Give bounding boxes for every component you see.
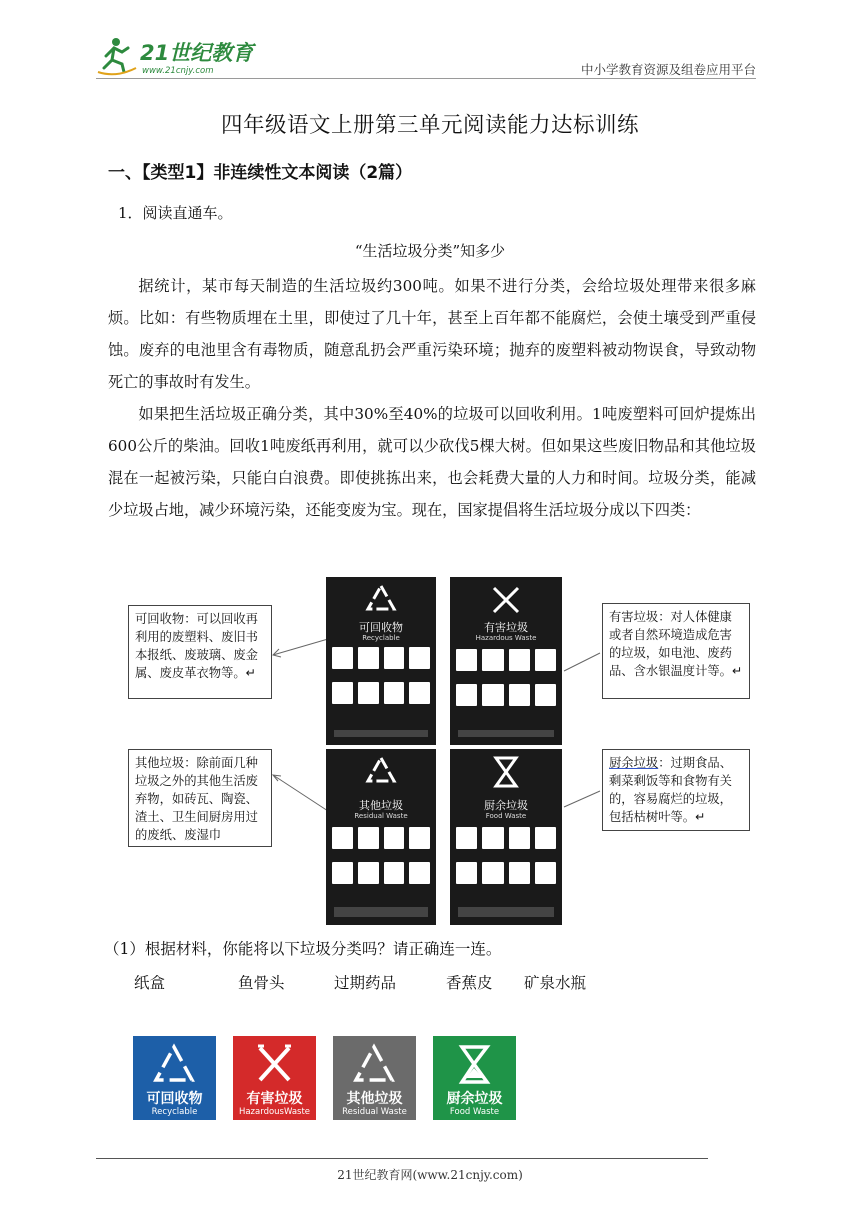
garbage-classification-figure bbox=[128, 575, 750, 925]
bin-label-en: HazardousWaste bbox=[238, 1107, 311, 1117]
bin-label: 有害垃圾 bbox=[246, 1091, 303, 1107]
sign-subtitle: Hazardous Waste bbox=[475, 634, 537, 642]
match-item: 鱼骨头 bbox=[238, 974, 285, 992]
recycle-icon bbox=[152, 1042, 197, 1088]
bin-label-en: Food Waste bbox=[449, 1107, 500, 1117]
hazard-x-icon bbox=[490, 585, 522, 615]
bin-residual bbox=[333, 1036, 416, 1120]
hourglass-icon bbox=[452, 1042, 497, 1088]
recycle-icon bbox=[364, 583, 398, 615]
sign-food bbox=[450, 749, 562, 925]
site-logo bbox=[96, 34, 266, 78]
note-hazardous: 有害垃圾：对人体健康或者自然环境造成危害的垃圾，如电池、废药品、含水银温度计等。↵ bbox=[602, 603, 750, 699]
bin-food bbox=[433, 1036, 516, 1120]
note-food bbox=[602, 749, 750, 831]
question-1-text: （1）根据材料，你能将以下垃圾分类吗？请正确连一连。 bbox=[104, 940, 502, 958]
sign-recyclable bbox=[326, 577, 436, 745]
bin-recyclable bbox=[133, 1036, 216, 1120]
bin-label: 其他垃圾 bbox=[346, 1091, 403, 1107]
sign-subtitle: Recyclable bbox=[362, 634, 400, 642]
passage-paragraph-1: 据统计，某市每天制造的生活垃圾约300吨。如果不进行分类，会给垃圾处理带来很多麻烦。比如：有些物质埋在土里，即使过了几十年，甚至上百年都不能腐烂，会使土壤受到严重侵蚀。废弃的电池里含有毒物质，随意乱扔会严重污染环境；抛弃的废塑料被动物误食，导致动物死亡的事故时有发生。 bbox=[108, 277, 756, 391]
bin-label-en: Residual Waste bbox=[342, 1107, 407, 1117]
passage-paragraph-2: 如果把生活垃圾正确分类，其中30%至40%的垃圾可以回收利用。1吨废塑料可回炉提炼出600公斤的柴油。回收1吨废纸再利用，就可以少砍伐5棵大树。但如果这些废旧物品和其他垃圾混在一起被污染，只能白白浪费。即使挑拣出来，也会耗费大量的人力和时间。垃圾分类，能减少垃圾占地，减少环境污染，还能变废为宝。现在，国家提倡将生活垃圾分成以下四类： bbox=[108, 405, 756, 519]
footer-text: 21世纪教育网(www.21cnjy.com) bbox=[337, 1168, 523, 1182]
note-recyclable: 可回收物：可以回收再利用的废塑料、废旧书本报纸、废玻璃、废金属、废皮革衣物等。↵ bbox=[128, 605, 272, 699]
sign-subtitle: Food Waste bbox=[485, 812, 527, 820]
note-food-text: ：过期食品、剩菜剩饭等和食物有关的，容易腐烂的垃圾，包括枯树叶等。↵ bbox=[609, 756, 732, 824]
note-food-term: 厨余垃圾 bbox=[609, 756, 659, 770]
bin-label: 厨余垃圾 bbox=[446, 1091, 503, 1107]
platform-name: 中小学教育资源及组卷应用平台 bbox=[580, 62, 756, 77]
match-item: 过期药品 bbox=[334, 974, 397, 992]
match-item: 矿泉水瓶 bbox=[524, 974, 587, 992]
footer-divider bbox=[96, 1158, 708, 1159]
logo-url: www.21cnjy.com bbox=[142, 66, 214, 76]
runner-icon bbox=[98, 38, 136, 74]
bin-label-en: Recyclable bbox=[151, 1107, 198, 1117]
hazard-x-icon bbox=[252, 1042, 297, 1088]
bin-label: 可回收物 bbox=[146, 1091, 203, 1107]
sign-title: 其他垃圾 bbox=[359, 799, 403, 812]
question-number: 1．阅读直通车。 bbox=[118, 204, 233, 222]
passage-title: “生活垃圾分类”知多少 bbox=[354, 242, 506, 260]
document-title: 四年级语文上册第三单元阅读能力达标训练 bbox=[220, 113, 639, 138]
sign-subtitle: Residual Waste bbox=[354, 812, 408, 820]
sign-residual bbox=[326, 749, 436, 925]
bin-hazardous bbox=[233, 1036, 316, 1120]
hourglass-icon bbox=[492, 755, 520, 789]
note-residual: 其他垃圾：除前面几种垃圾之外的其他生活废弃物，如砖瓦、陶瓷、渣土、卫生间厨房用过的废纸、废湿巾 bbox=[128, 749, 272, 847]
recycle-icon bbox=[352, 1042, 397, 1088]
header-divider bbox=[96, 78, 756, 79]
sign-hazardous bbox=[450, 577, 562, 745]
sign-title: 可回收物 bbox=[359, 621, 403, 634]
section-heading: 一、【类型1】非连续性文本阅读（2篇） bbox=[108, 163, 413, 183]
logo-text: 21世纪教育 bbox=[140, 41, 254, 65]
match-item: 香蕉皮 bbox=[446, 974, 493, 992]
recycle-icon bbox=[364, 755, 398, 787]
sign-title: 有害垃圾 bbox=[484, 621, 528, 634]
sign-title: 厨余垃圾 bbox=[484, 799, 528, 812]
match-item: 纸盒 bbox=[134, 974, 166, 992]
